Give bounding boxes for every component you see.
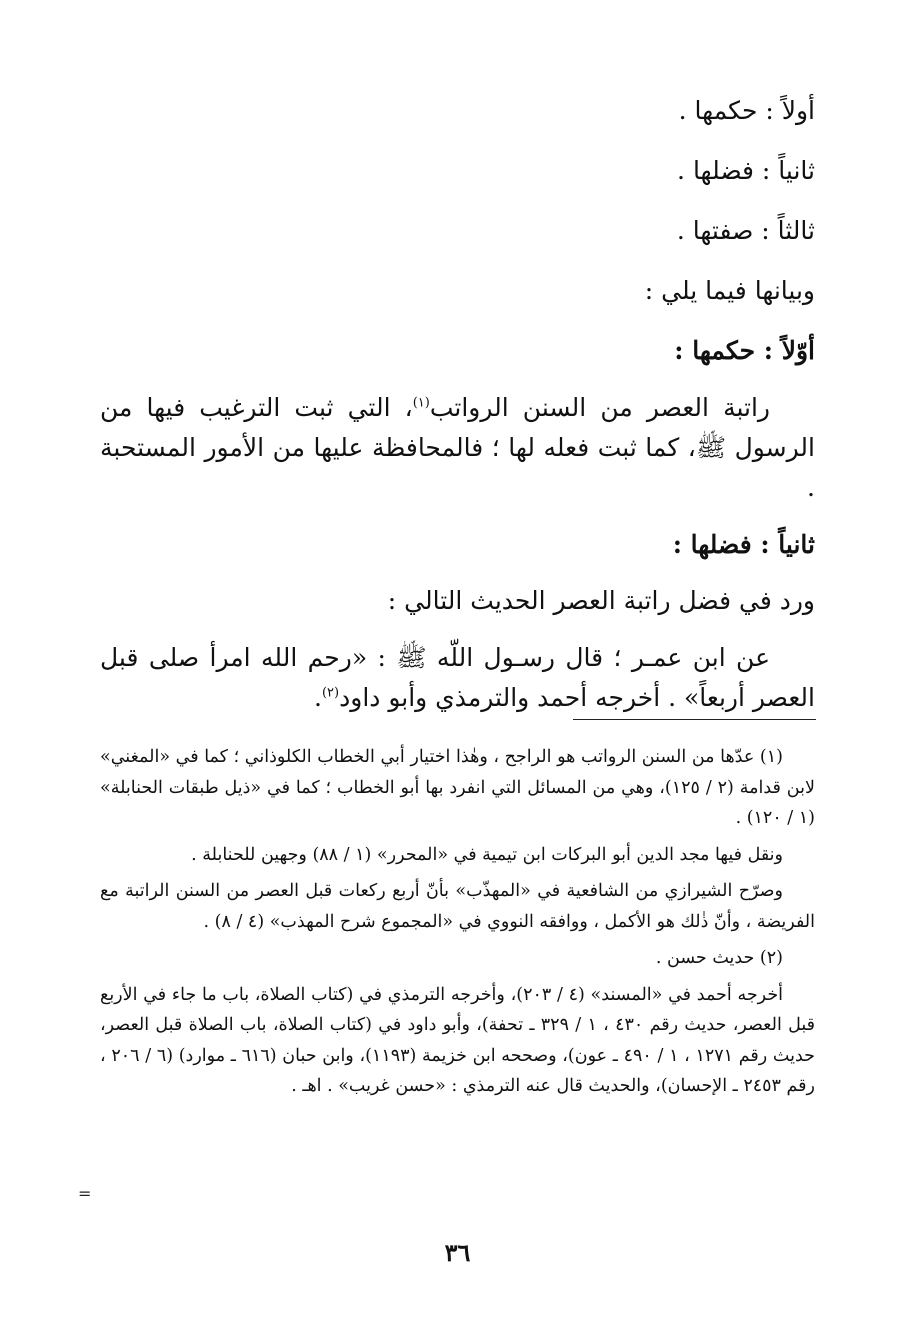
footnote-ref-1: (١): [412, 395, 430, 411]
footnote-ref-2: (٢): [321, 685, 340, 701]
continuation-mark: =: [78, 1184, 92, 1203]
hadith-paragraph: [100, 638, 815, 718]
hadith-text-b: .: [314, 683, 322, 712]
main-text: [100, 92, 815, 736]
outline-item-ruling: أولاً : حكمها .: [678, 96, 815, 125]
section-heading-ruling: أوّلاً : حكمها :: [674, 336, 815, 365]
ruling-text-b: ، التي ثبت الترغيب فيها من الرسول ﷺ، كما ثبت فعله لها ؛ فالمحافظة عليها من الأمور المستحبة .: [100, 393, 815, 502]
footnote-2-grade: (٢) حديث حسن .: [655, 948, 783, 968]
ruling-text-a: راتبة العصر من السنن الرواتب: [429, 393, 770, 422]
section-heading-virtue: ثانياً : فضلها :: [672, 530, 815, 559]
outline-item-description: ثالثاً : صفتها .: [676, 216, 815, 245]
hadith-text-a: عن ابن عمـر ؛ قال رسـول اللّه ﷺ : «رحم الله امرأ صلى قبل العصر أربعاً» . أخرجه أحمد والترمذي وأبو داود: [100, 643, 815, 712]
outline-intro: وبيانها فيما يلي :: [644, 276, 815, 305]
ruling-paragraph: [100, 388, 815, 508]
footnote-2-sources: أخرجه أحمد في «المسند» (٤ / ٢٠٣)، وأخرجه الترمذي في (كتاب الصلاة، باب ما جاء في الأربع قبل العصر، حديث رقم ٤٣٠ ، ١ / ٣٢٩ ـ تحفة)، وأبو داود في (كتاب الصلاة، باب الصلاة قبل العصر، حديث رقم ١٢٧١ ، ١ / ٤٩٠ ـ عون)، وصححه ابن خزيمة (١١٩٣)، وابن حبان (٦١٦ ـ موارد) (٦ / ٢٠٦ ، رقم ٢٤٥٣ ـ الإحسان)، والحديث قال عنه الترمذي : «حسن غريب» . اهـ .: [100, 984, 815, 1096]
virtue-intro: ورد في فضل راتبة العصر الحديث التالي :: [387, 586, 815, 615]
footnote-divider: [573, 719, 816, 720]
footnote-1-note-c: وصرّح الشيرازي من الشافعية في «المهذّب» بأنّ أربع ركعات قبل العصر من السنن الراتبة مع الفريضة ، وأنّ ذٰلك هو الأكمل ، ووافقه النووي في «المجموع شرح المهذب» (٤ / ٨) .: [100, 881, 815, 932]
footnote-1-note-b: ونقل فيها مجد الدين أبو البركات ابن تيمية في «المحرر» (١ / ٨٨) وجهين للحنابلة .: [191, 844, 783, 865]
footnotes: [100, 742, 815, 1108]
outline-item-virtue: ثانياً : فضلها .: [677, 156, 815, 185]
footnote-1-main: (١) عدّها من السنن الرواتب هو الراجح ، وهٰذا اختيار أبي الخطاب الكلوذاني ؛ كما في «المغني» لابن قدامة (٢ / ١٢٥)، وهي من المسائل التي انفرد بها أبو الخطاب ؛ كما في «ذيل طبقات الحنابلة» (١ / ١٢٠) .: [100, 747, 815, 828]
page-number: ٣٦: [444, 1238, 471, 1267]
outline-list: [100, 92, 815, 310]
